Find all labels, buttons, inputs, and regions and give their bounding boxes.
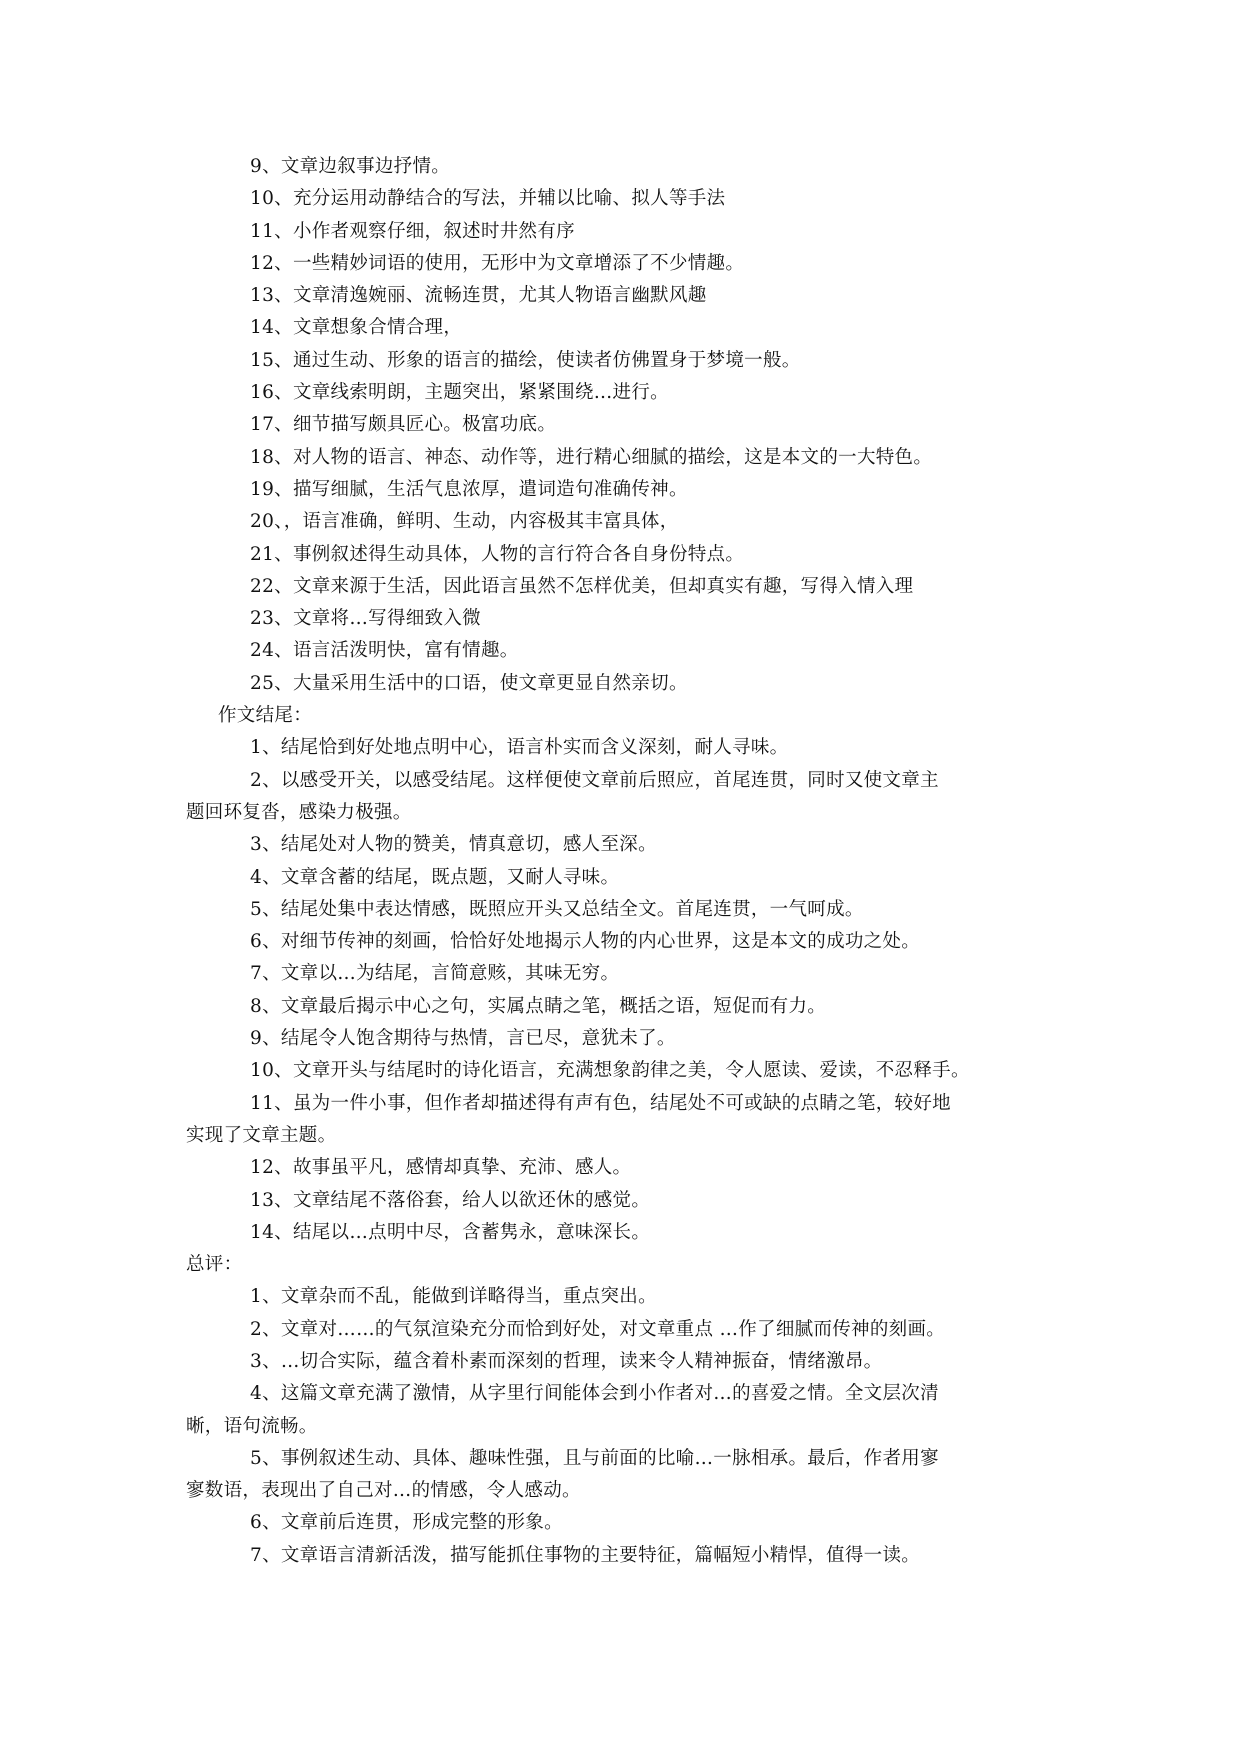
highlight-item: 21、事例叙述得生动具体，人物的言行符合各自身份特点。	[250, 543, 745, 565]
ending-item: 9、结尾令人饱含期待与热情，言已尽，意犹未了。	[250, 1028, 676, 1050]
overall-item-continuation: 寥数语，表现出了自己对…的情感，令人感动。	[186, 1480, 581, 1502]
ending-item: 6、对细节传神的刻画，恰恰好处地揭示人物的内心世界，这是本文的成功之处。	[250, 931, 921, 953]
highlight-item: 24、语言活泼明快，富有情趣。	[250, 640, 519, 662]
ending-item: 12、故事虽平凡，感情却真挚、充沛、感人。	[250, 1157, 632, 1179]
ending-item: 8、文章最后揭示中心之句，实属点睛之笔，概括之语，短促而有力。	[250, 995, 827, 1017]
highlight-item: 15、通过生动、形象的语言的描绘，使读者仿佛置身于梦境一般。	[250, 349, 801, 371]
overall-item: 7、文章语言清新活泼，描写能抓住事物的主要特征，篇幅短小精悍，值得一读。	[250, 1544, 921, 1566]
ending-item: 3、结尾处对人物的赞美，情真意切，感人至深。	[250, 834, 657, 856]
highlight-item: 19、描写细腻，生活气息浓厚，遣词造句准确传神。	[250, 478, 688, 500]
ending-item: 1、结尾恰到好处地点明中心，语言朴实而含义深刻，耐人寻味。	[250, 737, 789, 759]
ending-item: 10、文章开头与结尾时的诗化语言，充满想象韵律之美，令人愿读、爱读，不忍释手。	[250, 1060, 970, 1082]
ending-item: 4、文章含蓄的结尾，既点题，又耐人寻味。	[250, 866, 620, 888]
highlight-item: 18、对人物的语言、神态、动作等，进行精心细腻的描绘，这是本文的一大特色。	[250, 446, 933, 468]
ending-item: 2、以感受开关，以感受结尾。这样便使文章前后照应，首尾连贯，同时又使文章主	[250, 769, 939, 791]
highlight-item: 22、文章来源于生活，因此语言虽然不怎样优美，但却真实有趣，写得入情入理	[250, 575, 914, 597]
section-heading-ending: 作文结尾：	[218, 705, 313, 727]
ending-item: 11、虽为一件小事，但作者却描述得有声有色，结尾处不可或缺的点睛之笔，较好地	[250, 1092, 951, 1114]
overall-item: 2、文章对……的气氛渲染充分而恰到好处，对文章重点 …作了细腻而传神的刻画。	[250, 1318, 946, 1340]
highlight-item: 25、大量采用生活中的口语，使文章更显自然亲切。	[250, 672, 688, 694]
highlight-item: 14、文章想象合情合理，	[250, 317, 463, 339]
highlight-item: 10、充分运用动静结合的写法，并辅以比喻、拟人等手法	[250, 188, 726, 210]
overall-item: 3、…切合实际，蕴含着朴素而深刻的哲理，读来令人精神振奋，情绪激昂。	[250, 1350, 883, 1372]
overall-item-continuation: 晰，语句流畅。	[186, 1415, 318, 1437]
ending-item: 14、结尾以…点明中尽，含蓄隽永，意味深长。	[250, 1221, 651, 1243]
highlight-item: 16、文章线索明朗，主题突出，紧紧围绕…进行。	[250, 382, 669, 404]
highlight-item: 9、文章边叙事边抒情。	[250, 156, 451, 177]
highlight-item: 13、文章清逸婉丽、流畅连贯，尤其人物语言幽默风趣	[250, 285, 707, 307]
highlight-item: 23、文章将…写得细致入微	[250, 608, 481, 630]
ending-item: 13、文章结尾不落俗套，给人以欲还休的感觉。	[250, 1189, 651, 1211]
highlight-item: 17、细节描写颇具匠心。极富功底。	[250, 414, 557, 436]
highlight-item: 11、小作者观察仔细，叙述时井然有序	[250, 220, 575, 242]
overall-item: 1、文章杂而不乱，能做到详略得当，重点突出。	[250, 1286, 657, 1308]
highlight-item: 12、一些精妙词语的使用，无形中为文章增添了不少情趣。	[250, 252, 745, 274]
ending-item: 5、结尾处集中表达情感，既照应开头又总结全文。首尾连贯，一气呵成。	[250, 898, 864, 920]
overall-item: 5、事例叙述生动、具体、趣味性强，且与前面的比喻…一脉相承。最后，作者用寥	[250, 1447, 939, 1469]
ending-item-continuation: 题回环复沓，感染力极强。	[186, 801, 412, 823]
overall-item: 6、文章前后连贯，形成完整的形象。	[250, 1512, 563, 1534]
section-heading-overall: 总评：	[186, 1254, 243, 1276]
overall-item: 4、这篇文章充满了激情，从字里行间能体会到小作者对…的喜爱之情。全文层次清	[250, 1383, 939, 1405]
ending-item: 7、文章以…为结尾，言简意赅，其味无穷。	[250, 963, 620, 985]
ending-item-continuation: 实现了文章主题。	[186, 1124, 337, 1146]
highlight-item: 20、，语言准确，鲜明、生动，内容极其丰富具体，	[250, 511, 679, 533]
document-body	[186, 151, 1066, 1572]
